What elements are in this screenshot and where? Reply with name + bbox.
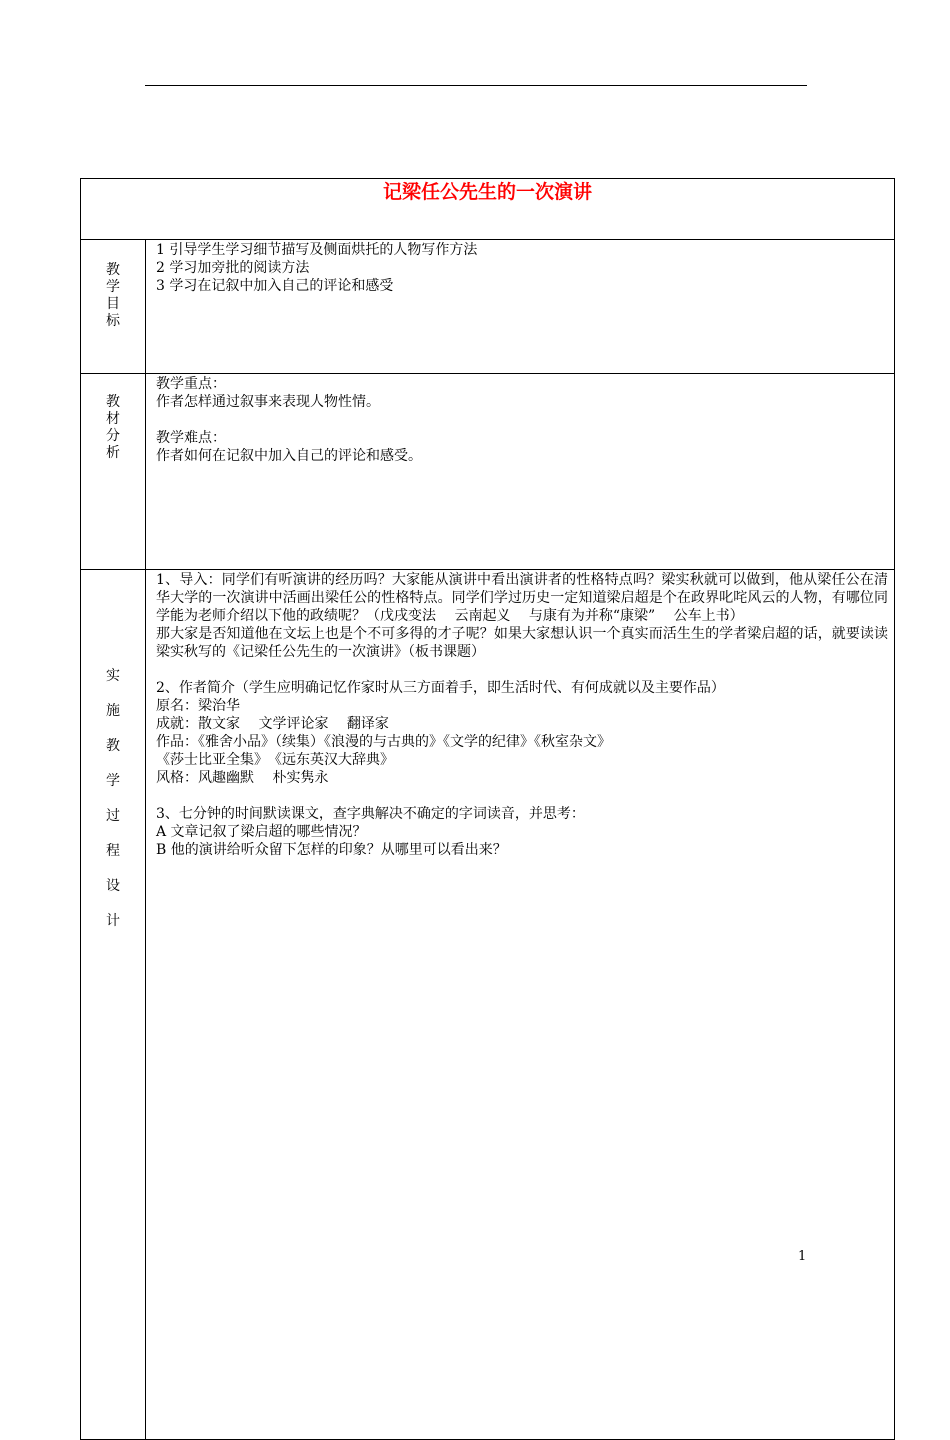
task-heading: 3、七分钟的时间默读课文，查字典解决不确定的字词读音，并思考： (156, 806, 585, 822)
process-label-cell (81, 570, 146, 1440)
task-question-a: A 文章记叙了梁启超的哪些情况？ (156, 824, 367, 840)
goal-item: 1 引导学生学习细节描写及侧面烘托的人物写作方法 (156, 242, 478, 258)
analysis-label: 教 材 分 析 (106, 394, 120, 461)
difficulty-text: 作者如何在记叙中加入自己的评论和感受。 (156, 448, 422, 464)
lesson-title: 记梁任公先生的一次演讲 (383, 181, 593, 203)
intro-paragraph-2: 那大家是否知道他在文坛上也是个不可多得的才子呢？如果大家想认识一个真实而活生生的学者梁启超的话，就要读读梁实秋写的《记梁任公先生的一次演讲》（板书课题） (156, 626, 889, 660)
author-style: 风格：风趣幽默 朴实隽永 (156, 770, 329, 786)
goals-row (81, 240, 895, 374)
goal-item: 3 学习在记叙中加入自己的评论和感受 (156, 278, 394, 294)
process-row (81, 570, 895, 1440)
author-works-1: 作品：《雅舍小品》（续集）《浪漫的与古典的》《文学的纪律》《秋室杂文》 (156, 734, 611, 750)
process-label: 实 施 教 学 过 程 设 计 (106, 668, 120, 929)
process-content-cell (146, 570, 895, 1440)
task-question-b: B 他的演讲给听众留下怎样的印象？从哪里可以看出来？ (156, 842, 507, 858)
analysis-content (146, 374, 894, 465)
goals-label: 教 学 目 标 (106, 262, 120, 329)
page-number: 1 (798, 1249, 807, 1264)
goals-list (146, 240, 894, 295)
author-works-2: 《莎士比亚全集》 《远东英汉大辞典》 (156, 752, 394, 768)
analysis-row (81, 374, 895, 570)
difficulty-heading: 教学难点： (156, 430, 226, 446)
lesson-plan-table (80, 178, 895, 1440)
title-row (81, 179, 895, 240)
header-rule (145, 85, 807, 86)
intro-paragraph: 1、导入：同学们有听演讲的经历吗？大家能从演讲中看出演讲者的性格特点吗？梁实秋就可以做到，他从梁任公在清华大学的一次演讲中活画出梁任公的性格特点。同学们学过历史一定知道梁启超是个在政界叱咤风云的人物，有哪位同学能为老师介绍以下他的政绩呢？（戊戌变法 云南起义 与康有为并称“康梁” 公车上书） (156, 572, 889, 624)
analysis-label-cell (81, 374, 146, 570)
title-cell (81, 179, 895, 240)
key-point-text: 作者怎样通过叙事来表现人物性情。 (156, 394, 380, 410)
goals-content-cell (146, 240, 895, 374)
key-point-heading: 教学重点： (156, 376, 226, 392)
author-heading: 2、作者简介（学生应明确记忆作家时从三方面着手，即生活时代、有何成就以及主要作品） (156, 680, 725, 696)
goals-label-cell (81, 240, 146, 374)
goal-item: 2 学习加旁批的阅读方法 (156, 260, 310, 276)
author-name: 原名：梁治华 (156, 698, 240, 714)
analysis-content-cell (146, 374, 895, 570)
author-achievement: 成就：散文家 文学评论家 翻译家 (156, 716, 389, 732)
process-content (146, 570, 894, 859)
